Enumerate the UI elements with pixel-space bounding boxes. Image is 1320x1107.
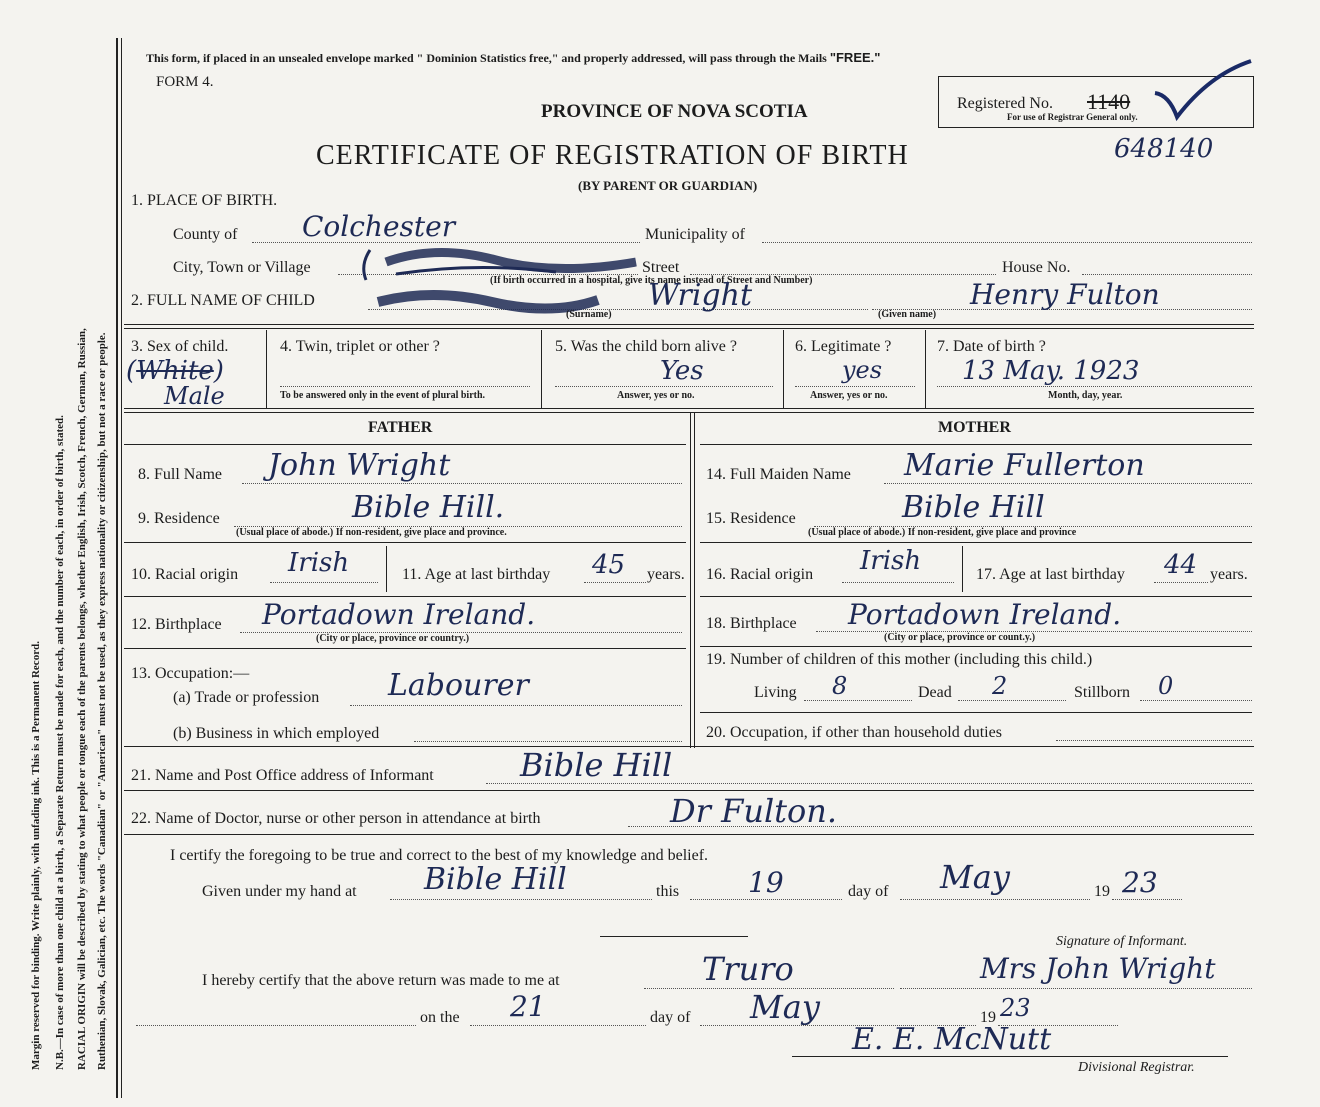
place-of-birth-label: 1. PLACE OF BIRTH. <box>131 192 278 209</box>
born-alive-label: 5. Was the child born alive ? <box>555 338 737 355</box>
mother-name-label: 14. Full Maiden Name <box>706 466 851 483</box>
father-birthplace-label: 12. Birthplace <box>131 616 222 633</box>
margin-note-4: Ruthenian, Slovak, Galician, etc. The words "Canadian" or "American" must not be used, as they express nationality or citizenship, but not a race or people. <box>96 332 108 1070</box>
mother-racial-label: 16. Racial origin <box>706 566 814 583</box>
informant-signature-caption: Signature of Informant. <box>1056 934 1188 949</box>
city-label: City, Town or Village <box>173 259 311 276</box>
legitimate-value: yes <box>842 356 883 384</box>
sex-label: 3. Sex of child. <box>131 338 229 355</box>
legitimate-label: 6. Legitimate ? <box>795 338 892 355</box>
day-of-label: day of <box>848 883 889 900</box>
registrar-statement: I hereby certify that the above return was made to me at <box>202 972 560 989</box>
father-name-label: 8. Full Name <box>138 466 222 483</box>
father-trade-label: (a) Trade or profession <box>173 689 320 706</box>
father-trade-value: Labourer <box>388 668 529 703</box>
surname-caption: (Surname) <box>566 309 612 320</box>
certification-statement: I certify the foregoing to be true and correct to the best of my knowledge and belief. <box>170 847 709 864</box>
mother-residence-value: Bible Hill <box>902 490 1045 525</box>
born-alive-value: Yes <box>660 356 704 386</box>
year-prefix: 19 <box>1094 883 1110 900</box>
father-birthplace-note: (City or place, province or country.) <box>316 633 470 644</box>
certificate-subtitle: (BY PARENT OR GUARDIAN) <box>578 178 758 193</box>
margin-note-3: RACIAL ORIGIN will be described by stating to what people or tongue each of the parents belongs, whether English, Irish, Scotch, French, German, Russian, <box>76 328 88 1070</box>
attendant-label: 22. Name of Doctor, nurse or other person in attendance at birth <box>131 810 541 827</box>
reg-year-prefix: 19 <box>980 1009 996 1026</box>
mother-occupation-label: 20. Occupation, if other than household duties <box>706 724 1002 741</box>
given-name-caption: (Given name) <box>878 309 937 320</box>
hospital-note: (If birth occurred in a hospital, give its name instead of Street and Number) <box>490 275 813 286</box>
registration-year: 23 <box>1000 994 1031 1022</box>
stillborn-label: Stillborn <box>1074 684 1131 701</box>
informant-label: 21. Name and Post Office address of Informant <box>131 767 434 784</box>
given-day: 19 <box>748 866 784 899</box>
given-month: May <box>940 858 1010 896</box>
father-residence-label: 9. Residence <box>138 510 220 527</box>
certificate-title: CERTIFICATE OF REGISTRATION OF BIRTH <box>316 140 909 171</box>
date-of-birth-label: 7. Date of birth ? <box>937 338 1046 355</box>
registered-label: Registered No. <box>957 95 1053 112</box>
father-name-value: John Wright <box>268 448 451 483</box>
check-mark-icon <box>1149 55 1259 125</box>
house-number-label: House No. <box>1002 259 1071 276</box>
registered-value: 1140 <box>1087 89 1131 114</box>
mother-residence-label: 15. Residence <box>706 510 796 527</box>
born-alive-note: Answer, yes or no. <box>617 390 695 401</box>
twin-label: 4. Twin, triplet or other ? <box>280 338 440 355</box>
date-of-birth-note: Month, day, year. <box>1048 390 1123 401</box>
child-name-label: 2. FULL NAME OF CHILD <box>131 292 315 309</box>
father-racial-value: Irish <box>288 548 350 578</box>
mother-children-label: 19. Number of children of this mother (including this child.) <box>706 651 1093 668</box>
father-residence-value: Bible Hill. <box>352 490 505 525</box>
living-label: Living <box>754 684 797 701</box>
given-under-label: Given under my hand at <box>202 883 357 900</box>
father-birthplace-value: Portadown Ireland. <box>262 598 536 631</box>
street-label: Street <box>642 259 680 276</box>
father-racial-label: 10. Racial origin <box>131 566 239 583</box>
registrar-note: For use of Registrar General only. <box>1007 112 1138 122</box>
on-the-label: on the <box>420 1009 460 1026</box>
child-given-name: Henry Fulton <box>970 278 1160 311</box>
sex-value: Male <box>164 382 225 410</box>
mother-birthplace-label: 18. Birthplace <box>706 615 797 632</box>
county-label: County of <box>173 226 238 243</box>
registered-number-box <box>938 76 1254 128</box>
given-place: Bible Hill <box>424 862 567 897</box>
date-of-birth-value: 13 May. 1923 <box>962 356 1140 386</box>
legitimate-note: Answer, yes or no. <box>810 390 888 401</box>
father-occupation-label: 13. Occupation:— <box>131 665 250 682</box>
mother-age-label: 17. Age at last birthday <box>976 566 1125 583</box>
this-label: this <box>656 883 680 900</box>
mother-residence-note: (Usual place of abode.) If non-resident, give place and province <box>808 527 1077 538</box>
mother-age-value: 44 <box>1164 550 1198 580</box>
mail-notice: This form, if placed in an unsealed envelope marked " Dominion Statistics free," and properly addressed, will pass through the Mails "FREE." <box>146 50 881 65</box>
mother-birthplace-value: Portadown Ireland. <box>848 598 1122 631</box>
registrar-signature: E. E. McNutt <box>852 1022 1052 1057</box>
given-year: 23 <box>1122 866 1158 899</box>
municipality-label: Municipality of <box>645 226 745 243</box>
dead-value: 2 <box>992 672 1008 700</box>
dead-label: Dead <box>918 684 952 701</box>
informant-value: Bible Hill <box>520 746 673 784</box>
reg-day-of-label: day of <box>650 1009 691 1026</box>
father-age-label: 11. Age at last birthday <box>402 566 551 583</box>
margin-note-2: N.B.—In case of more than one child at a birth, a Separate Return must be made for each, and the number of each, in order of birth, stated. <box>54 415 66 1070</box>
stamp-number: 648140 <box>1114 134 1214 164</box>
father-residence-note: (Usual place of abode.) If non-resident, give place and province. <box>236 527 507 538</box>
binding-rule-inner <box>121 38 122 1098</box>
father-heading: FATHER <box>368 419 433 436</box>
form-number: FORM 4. <box>156 74 214 90</box>
living-value: 8 <box>832 672 848 700</box>
sex-value-struck: (White) <box>126 356 224 386</box>
binding-rule <box>116 38 118 1098</box>
registrar-place: Truro <box>702 950 794 988</box>
registration-month: May <box>750 988 820 1026</box>
father-business-label: (b) Business in which employed <box>173 725 380 742</box>
father-age-value: 45 <box>592 550 626 580</box>
margin-note-1: Margin reserved for binding. Write plainly, with unfading ink. This is a Permanent Record. <box>30 641 42 1070</box>
twin-note: To be answered only in the event of plural birth. <box>280 390 486 401</box>
mother-racial-value: Irish <box>860 546 922 576</box>
registrar-caption: Divisional Registrar. <box>1078 1060 1195 1075</box>
attendant-value: Dr Fulton. <box>670 792 838 830</box>
informant-signature: Mrs John Wright <box>980 952 1216 985</box>
mother-age-unit: years. <box>1210 566 1248 583</box>
mother-heading: MOTHER <box>938 419 1011 436</box>
father-age-unit: years. <box>647 566 685 583</box>
registration-day: 21 <box>510 990 546 1023</box>
mother-birthplace-note: (City or place, province or count.y.) <box>884 632 1036 643</box>
child-surname: Wright <box>648 278 753 313</box>
county-value: Colchester <box>302 210 456 243</box>
stillborn-value: 0 <box>1158 672 1174 700</box>
province-heading: PROVINCE OF NOVA SCOTIA <box>541 101 808 122</box>
mother-name-value: Marie Fullerton <box>904 448 1145 483</box>
